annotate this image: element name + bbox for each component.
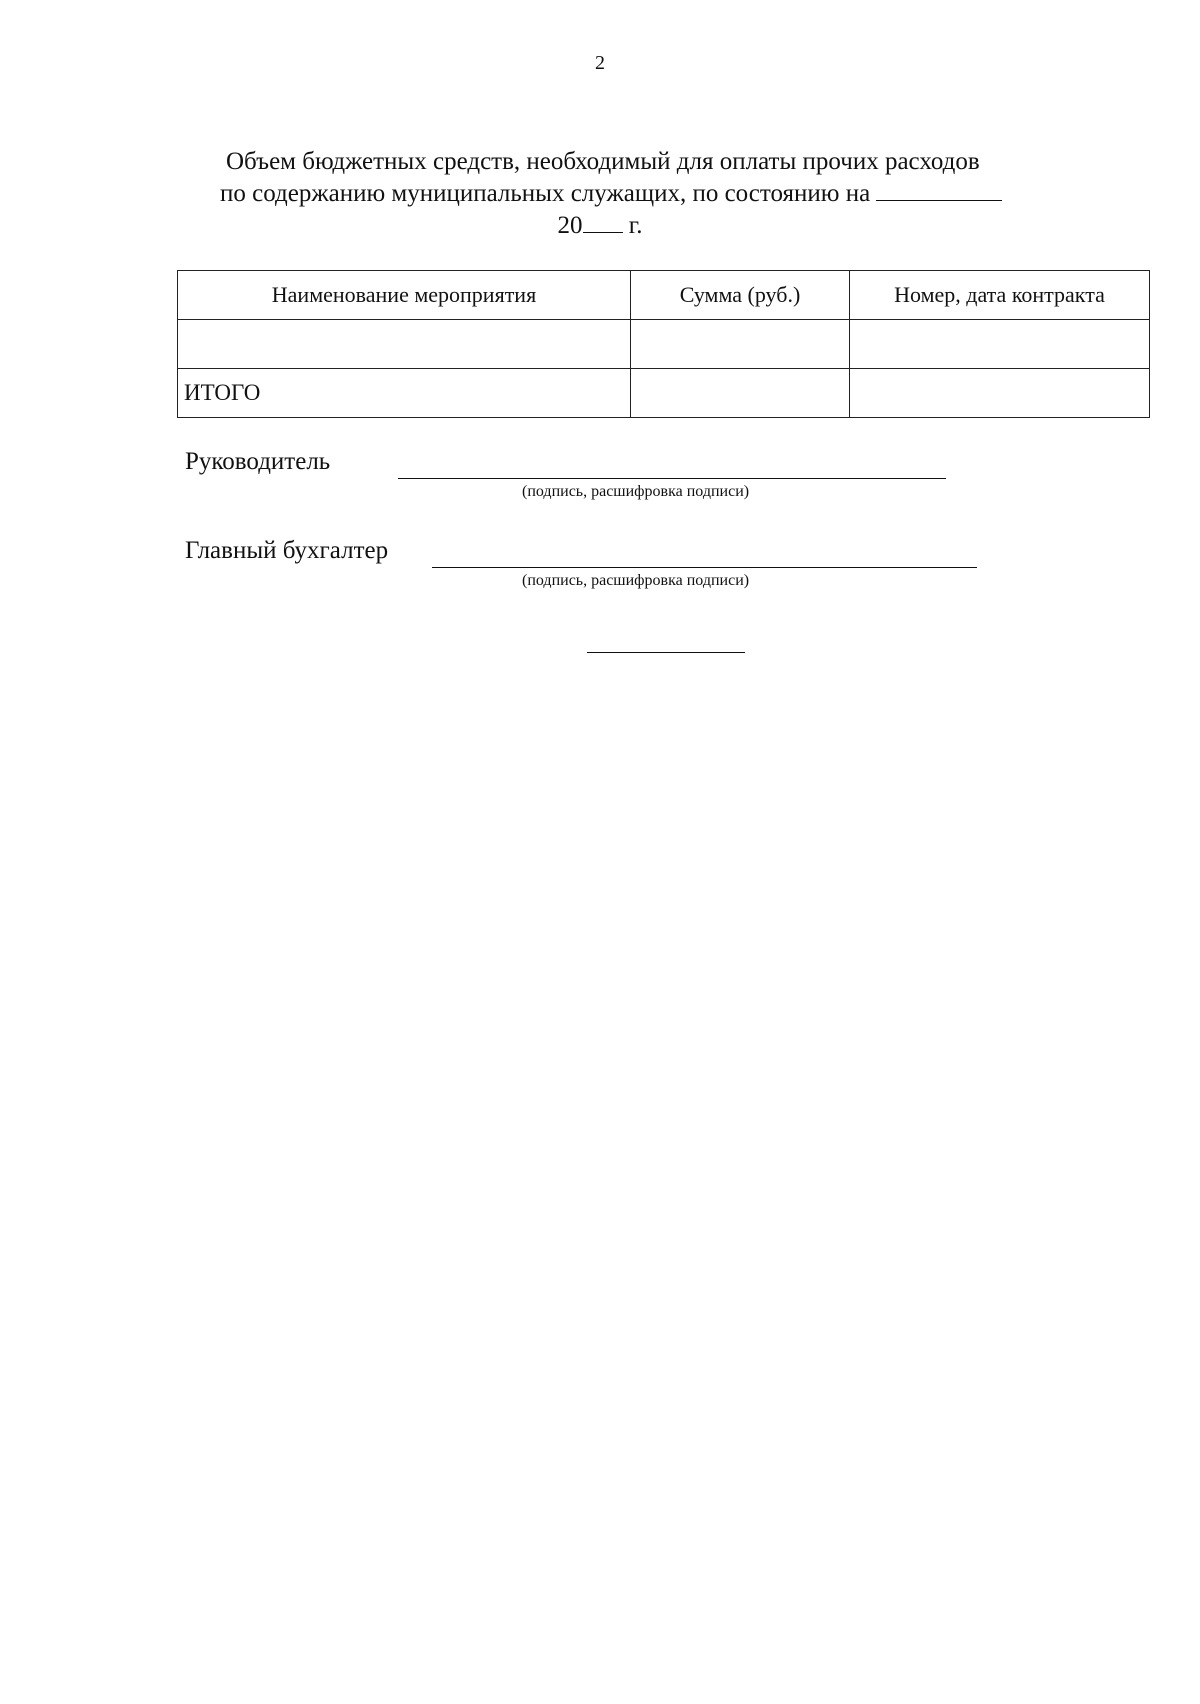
head-signature-hint: (подпись, расшифровка подписи): [522, 483, 750, 500]
document-title-line-3: [0, 210, 1200, 242]
total-contract: [850, 369, 1150, 418]
accountant-signature-line: [432, 567, 977, 568]
header-event-name: Наименование мероприятия: [178, 271, 631, 320]
table-header-row: [178, 271, 1150, 320]
date-blank: [876, 178, 1002, 201]
accountant-signature-label: Главный бухгалтер: [185, 537, 389, 564]
document-title-line-1: Объем бюджетных средств, необходимый для оплаты прочих расходов: [226, 148, 980, 175]
header-contract: Номер, дата контракта: [850, 271, 1150, 320]
cell-contract: [850, 320, 1150, 369]
year-suffix: г.: [628, 212, 643, 239]
document-title-line-2-text: по содержанию муниципальных служащих, по состоянию на: [220, 180, 871, 207]
year-prefix: 20: [557, 212, 583, 239]
end-of-document-line: [587, 652, 745, 653]
document-title-line-2: [220, 178, 1140, 210]
header-amount: Сумма (руб.): [631, 271, 850, 320]
table-row: [178, 320, 1150, 369]
head-signature-label: Руководитель: [185, 448, 331, 475]
table-total-row: [178, 369, 1150, 418]
head-signature-line: [398, 478, 946, 479]
total-amount: [631, 369, 850, 418]
total-label: ИТОГО: [178, 369, 631, 418]
accountant-signature-hint: (подпись, расшифровка подписи): [522, 572, 750, 589]
cell-amount: [631, 320, 850, 369]
cell-event-name: [178, 320, 631, 369]
year-blank: [583, 210, 623, 233]
expenses-table: [177, 270, 1150, 418]
page-number: 2: [595, 52, 605, 74]
